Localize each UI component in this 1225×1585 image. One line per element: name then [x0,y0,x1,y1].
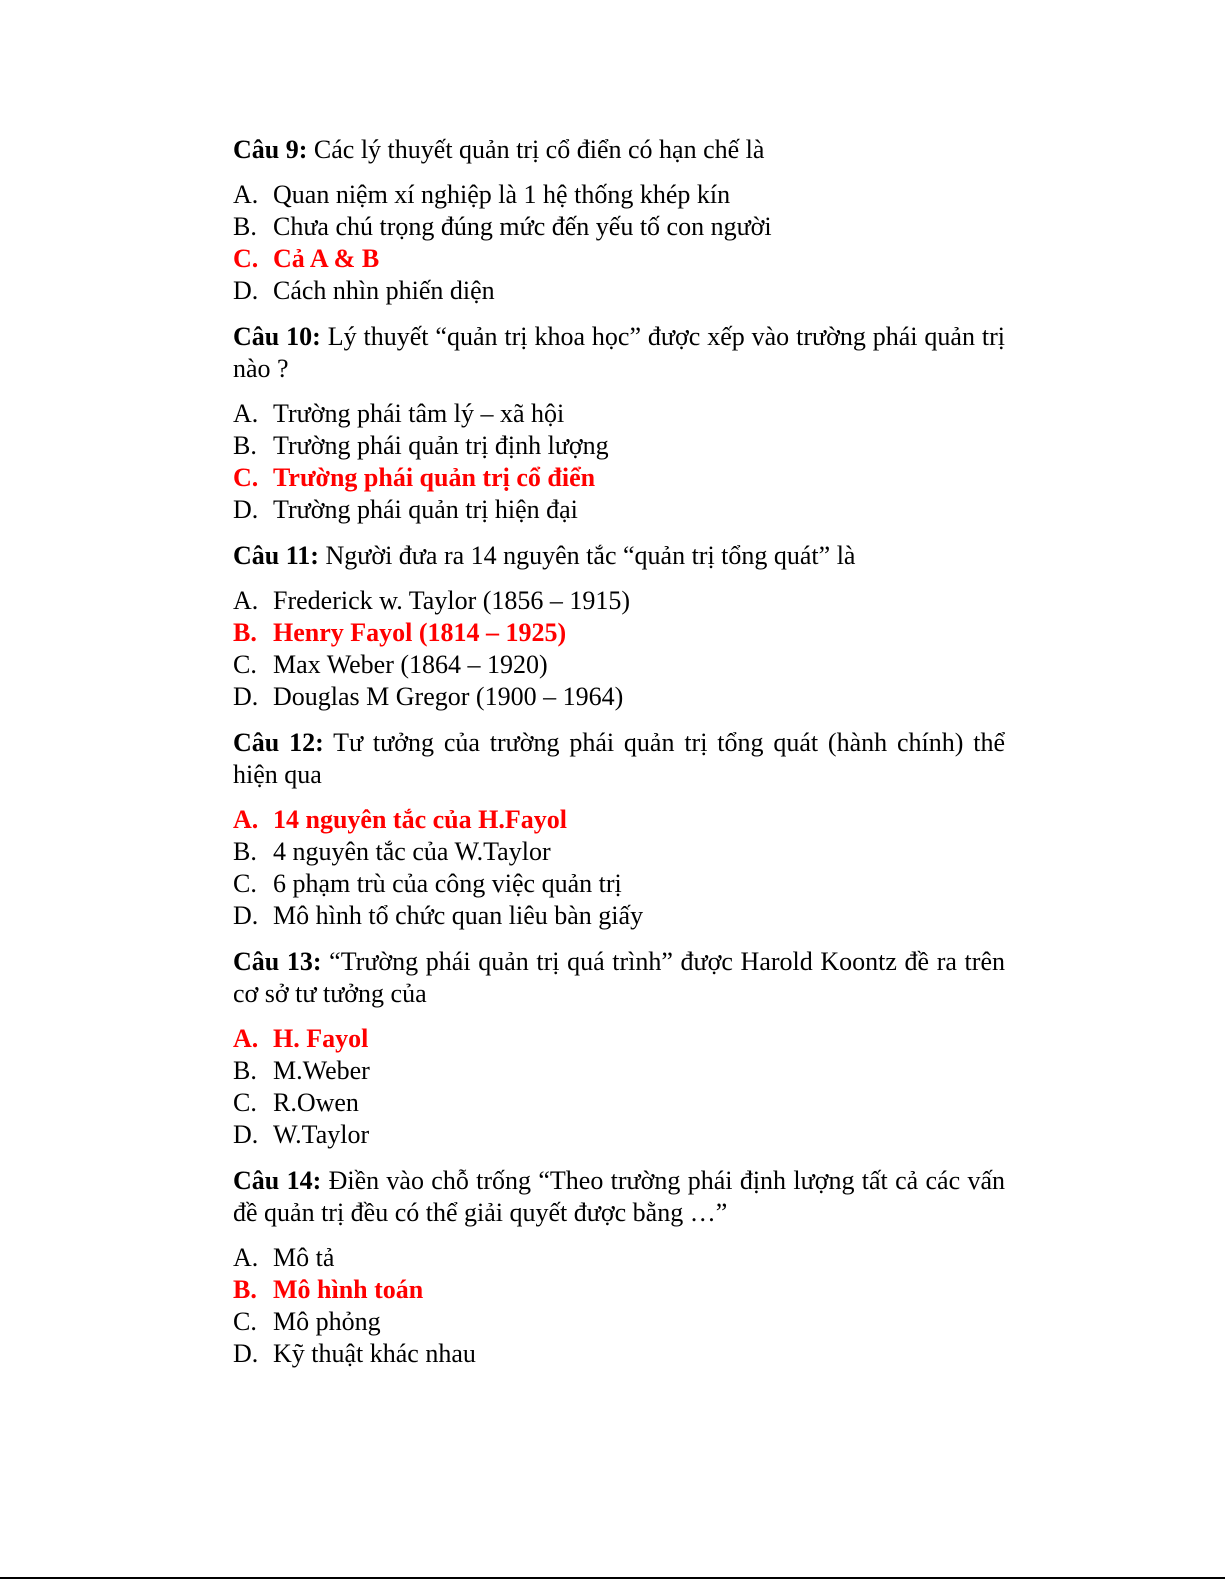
option-text: H. Fayol [273,1024,369,1053]
option-text: Trường phái tâm lý – xã hội [273,399,565,428]
options-list [233,585,1005,713]
option-letter: C. [233,1088,257,1117]
option-text: Frederick w. Taylor (1856 – 1915) [273,586,631,615]
option-letter: B. [233,431,257,460]
option-c [233,1087,1005,1119]
option-letter: A. [233,399,259,428]
option-a [233,179,1005,211]
page-bottom-divider [0,1577,1225,1579]
option-letter: C. [233,1307,257,1336]
option-text: M.Weber [273,1056,370,1085]
option-letter: D. [233,682,259,711]
option-b [233,430,1005,462]
question-10 [233,321,1005,385]
options-list [233,398,1005,526]
option-c [233,649,1005,681]
option-text: Trường phái quản trị định lượng [273,431,609,460]
option-b-correct [233,617,1005,649]
option-text: Mô hình toán [273,1275,424,1304]
option-d [233,1119,1005,1151]
question-label: Câu 12: [233,728,324,757]
question-text: Điền vào chỗ trống “Theo trường phái định lượng tất cả các vấn đề quản trị đều có thể giải quyết được bằng …” [233,1166,1005,1227]
quiz-page [233,134,1005,1384]
question-12 [233,727,1005,791]
question-14 [233,1165,1005,1229]
option-text: W.Taylor [273,1120,370,1149]
option-d [233,1338,1005,1370]
option-b [233,1055,1005,1087]
option-d [233,494,1005,526]
option-c [233,868,1005,900]
option-letter: A. [233,1024,259,1053]
option-text: Trường phái quản trị cổ điển [273,463,596,492]
option-text: 14 nguyên tắc của H.Fayol [273,805,567,834]
question-block-11 [233,540,1005,713]
option-letter: C. [233,244,259,273]
option-b [233,836,1005,868]
option-d [233,275,1005,307]
question-text: Tư tưởng của trường phái quản trị tổng quát (hành chính) thể hiện qua [233,728,1005,789]
option-letter: B. [233,837,257,866]
option-a [233,398,1005,430]
question-block-10 [233,321,1005,526]
option-a-correct [233,804,1005,836]
option-text: Henry Fayol (1814 – 1925) [273,618,567,647]
question-text: “Trường phái quản trị quá trình” được Harold Koontz đề ra trên cơ sở tư tưởng của [233,947,1005,1008]
option-letter: A. [233,1243,259,1272]
option-letter: D. [233,901,259,930]
option-letter: C. [233,650,257,679]
question-label: Câu 11: [233,541,319,570]
question-text: Các lý thuyết quản trị cổ điển có hạn chế là [307,135,765,164]
option-text: Mô tả [273,1243,335,1272]
question-label: Câu 9: [233,135,308,164]
option-a [233,585,1005,617]
question-label: Câu 14: [233,1166,322,1195]
option-letter: A. [233,180,259,209]
question-block-12 [233,727,1005,932]
question-text: Người đưa ra 14 nguyên tắc “quản trị tổng quát” là [318,541,856,570]
option-letter: A. [233,805,259,834]
option-letter: B. [233,1056,257,1085]
question-label: Câu 13: [233,947,322,976]
option-text: R.Owen [273,1088,359,1117]
option-text: Mô phỏng [273,1307,381,1336]
option-a [233,1242,1005,1274]
option-text: Kỹ thuật khác nhau [273,1339,476,1368]
option-letter: A. [233,586,259,615]
option-d [233,900,1005,932]
option-b [233,211,1005,243]
option-letter: D. [233,495,259,524]
option-text: Cách nhìn phiến diện [273,276,495,305]
option-b-correct [233,1274,1005,1306]
option-letter: D. [233,1120,259,1149]
option-letter: C. [233,463,259,492]
question-9 [233,134,1005,166]
option-text: Max Weber (1864 – 1920) [273,650,548,679]
option-text: Trường phái quản trị hiện đại [273,495,578,524]
option-letter: D. [233,1339,259,1368]
option-d [233,681,1005,713]
option-text: Chưa chú trọng đúng mức đến yếu tố con người [273,212,772,241]
option-text: Mô hình tổ chức quan liêu bàn giấy [273,901,644,930]
option-c-correct [233,462,1005,494]
options-list [233,179,1005,307]
option-letter: C. [233,869,257,898]
option-letter: B. [233,618,257,647]
question-label: Câu 10: [233,322,321,351]
option-c [233,1306,1005,1338]
question-11 [233,540,1005,572]
options-list [233,1242,1005,1370]
option-a-correct [233,1023,1005,1055]
option-c-correct [233,243,1005,275]
question-block-14 [233,1165,1005,1370]
question-13 [233,946,1005,1010]
option-letter: B. [233,1275,257,1304]
question-block-13 [233,946,1005,1151]
option-text: Cả A & B [273,244,380,273]
option-text: 4 nguyên tắc của W.Taylor [273,837,551,866]
options-list [233,1023,1005,1151]
option-letter: B. [233,212,257,241]
question-text: Lý thuyết “quản trị khoa học” được xếp vào trường phái quản trị nào ? [233,322,1005,383]
options-list [233,804,1005,932]
option-letter: D. [233,276,259,305]
option-text: Quan niệm xí nghiệp là 1 hệ thống khép kín [273,180,731,209]
option-text: Douglas M Gregor (1900 – 1964) [273,682,624,711]
option-text: 6 phạm trù của công việc quản trị [273,869,622,898]
question-block-9 [233,134,1005,307]
